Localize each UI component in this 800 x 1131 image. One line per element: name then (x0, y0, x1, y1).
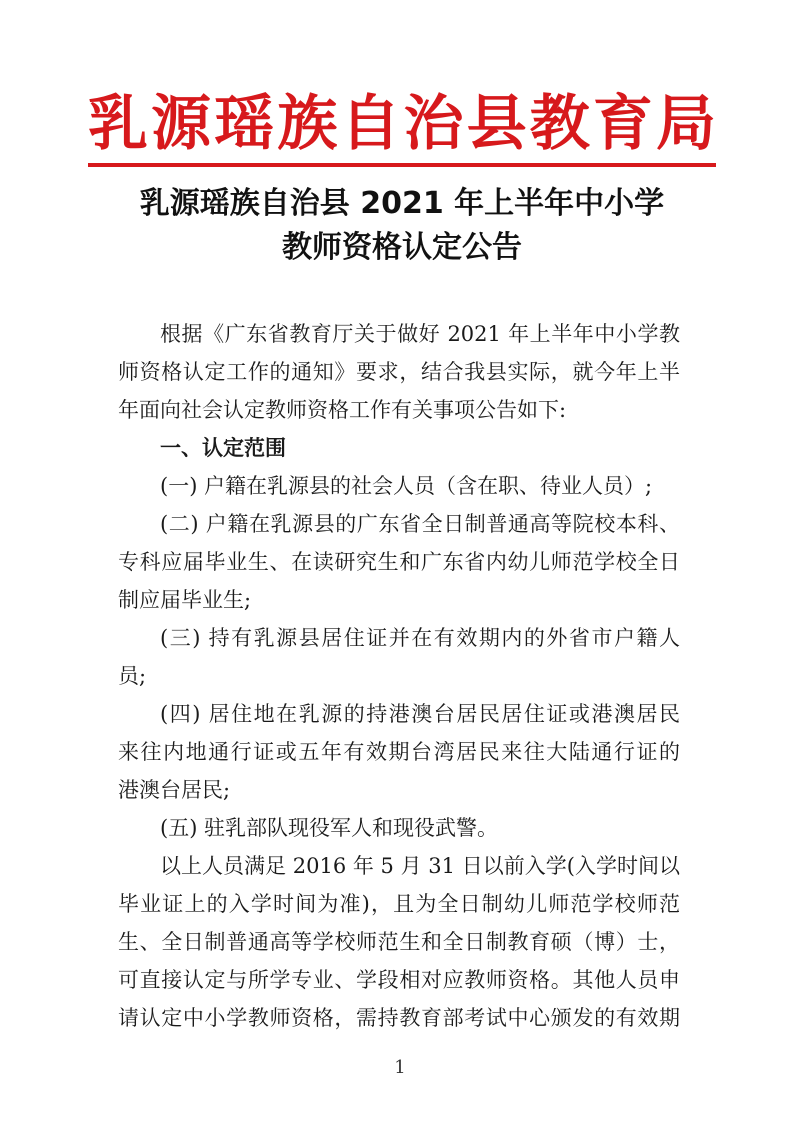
body-line: 专科应届毕业生、在读研究生和广东省内幼儿师范学校全日 (118, 550, 680, 574)
org-char: 治 (403, 89, 464, 159)
body-line: 生、全日制普通高等学校师范生和全日制教育硕（博）士， (118, 930, 680, 954)
org-char: 县 (466, 89, 527, 159)
org-char: 教 (529, 89, 590, 159)
body-line: 请认定中小学教师资格，需持教育部考试中心颁发的有效期 (118, 1006, 680, 1030)
section-heading: 一、认定范围 (160, 436, 286, 460)
org-char: 育 (592, 89, 653, 159)
body-line: 可直接认定与所学专业、学段相对应教师资格。其他人员申 (118, 968, 680, 992)
body-line: 制应届毕业生; (118, 588, 252, 612)
body-line: 以上人员满足 2016 年 5 月 31 日以前入学(入学时间以 (160, 854, 680, 878)
body-line: 年面向社会认定教师资格工作有关事项公告如下: (118, 398, 567, 422)
organization-header (88, 84, 716, 164)
header-divider (88, 163, 716, 167)
body-line: (五) 驻乳部队现役军人和现役武警。 (160, 816, 499, 840)
org-char: 族 (277, 89, 338, 159)
org-char: 瑶 (214, 89, 275, 159)
document-title-line-1: 乳源瑶族自治县 2021 年上半年中小学 (139, 186, 665, 221)
body-line: 根据《广东省教育厅关于做好 2021 年上半年中小学教 (160, 322, 680, 346)
body-line: 员; (118, 664, 147, 688)
body-line: 毕业证上的入学时间为准)，且为全日制幼儿师范学校师范 (118, 892, 680, 916)
body-line: (三) 持有乳源县居住证并在有效期内的外省市户籍人 (160, 626, 680, 650)
body-line: (二) 户籍在乳源县的广东省全日制普通高等院校本科、 (160, 512, 680, 536)
document-title-line-2: 教师资格认定公告 (282, 230, 522, 265)
page-number: 1 (394, 1057, 406, 1078)
body-line: 来往内地通行证或五年有效期台湾居民来往大陆通行证的 (118, 740, 680, 764)
org-char: 局 (655, 89, 716, 159)
org-char: 乳 (88, 89, 148, 159)
body-line: (一) 户籍在乳源县的社会人员（含在职、待业人员）; (160, 474, 653, 498)
org-char: 源 (151, 89, 212, 159)
body-line: 师资格认定工作的通知》要求，结合我县实际，就今年上半 (118, 360, 680, 384)
body-line: 港澳台居民; (118, 778, 231, 802)
org-char: 自 (340, 89, 401, 159)
body-line: (四) 居住地在乳源的持港澳台居民居住证或港澳居民 (160, 702, 680, 726)
